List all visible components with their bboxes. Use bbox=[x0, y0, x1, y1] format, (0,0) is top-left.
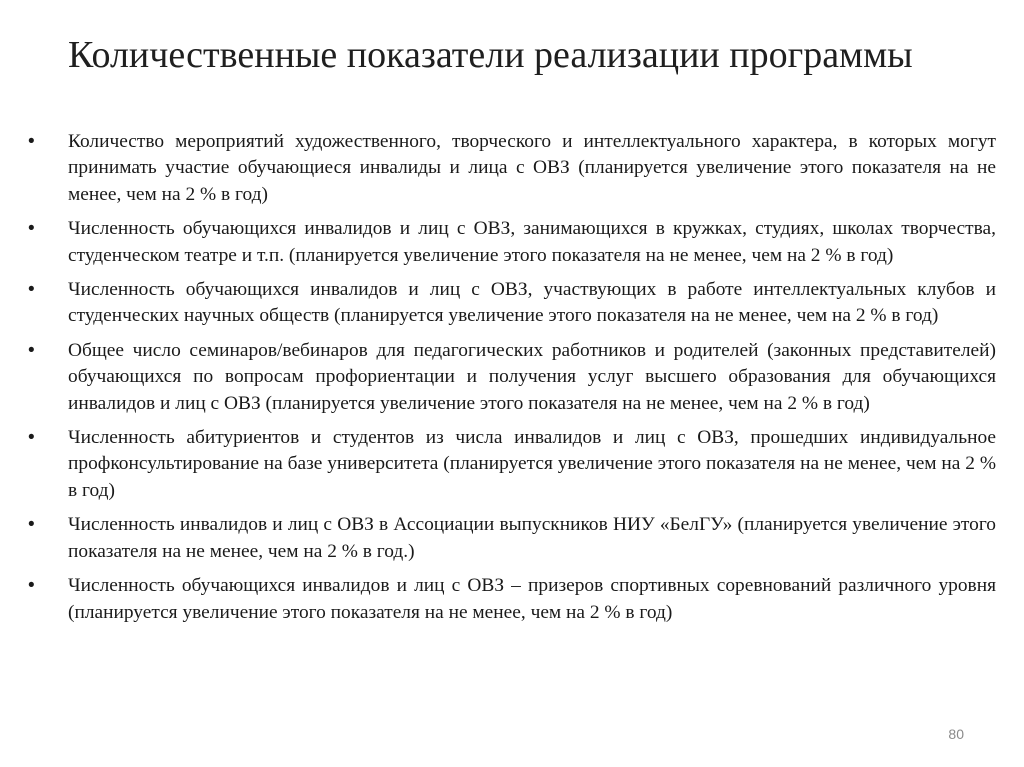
list-item bbox=[28, 338, 996, 417]
list-item bbox=[28, 425, 996, 504]
bullet-icon: • bbox=[28, 279, 35, 301]
list-item-text: Численность абитуриентов и студентов из числа инвалидов и лиц с ОВЗ, прошедших индивидуальное профконсультирование на базе университета (планируется увеличение этого показателя на не менее, чем на 2 % в год) bbox=[68, 427, 996, 501]
list-item bbox=[28, 573, 996, 626]
list-item bbox=[28, 512, 996, 565]
list-item bbox=[28, 277, 996, 330]
bullet-icon: • bbox=[28, 427, 35, 449]
list-item bbox=[28, 216, 996, 269]
list-item-text: Численность обучающихся инвалидов и лиц с ОВЗ, участвующих в работе интеллектуальных клубов и студенческих научных обществ (планируется увеличение этого показателя на не менее, чем на 2 % в год) bbox=[68, 279, 996, 327]
list-item bbox=[28, 129, 996, 208]
page-number: 80 bbox=[948, 726, 964, 742]
list-item-text: Количество мероприятий художественного, творческого и интеллектуального характера, в которых могут принимать участие обучающиеся инвалиды и лица с ОВЗ (планируется увеличение этого показателя на не менее, чем на 2 % в год) bbox=[68, 131, 996, 205]
bullet-icon: • bbox=[28, 218, 35, 240]
slide-title: Количественные показатели реализации программы bbox=[68, 34, 913, 76]
bullet-icon: • bbox=[28, 514, 35, 536]
bullet-icon: • bbox=[28, 575, 35, 597]
indicator-list bbox=[28, 129, 996, 634]
bullet-icon: • bbox=[28, 339, 35, 361]
bullet-icon: • bbox=[28, 131, 35, 152]
list-item-text: Общее число семинаров/вебинаров для педагогических работников и родителей (законных представителей) обучающихся по вопросам профориентации и получения услуг высшего образования для обучающихся инвалидов и лиц с ОВЗ (планируется увеличение этого показателя на не менее, чем на 2 % в год) bbox=[68, 339, 996, 414]
list-item-text: Численность обучающихся инвалидов и лиц с ОВЗ, занимающихся в кружках, студиях, школах творчества, студенческом театре и т.п. (планируется увеличение этого показателя на не менее, чем на 2 % в год) bbox=[68, 218, 996, 266]
list-item-text: Численность инвалидов и лиц с ОВЗ в Ассоциации выпускников НИУ «БелГУ» (планируется увеличение этого показателя на не менее, чем на 2 % в год.) bbox=[68, 514, 996, 562]
list-item-text: Численность обучающихся инвалидов и лиц с ОВЗ – призеров спортивных соревнований различного уровня (планируется увеличение этого показателя на не менее, чем на 2 % в год) bbox=[68, 575, 996, 623]
